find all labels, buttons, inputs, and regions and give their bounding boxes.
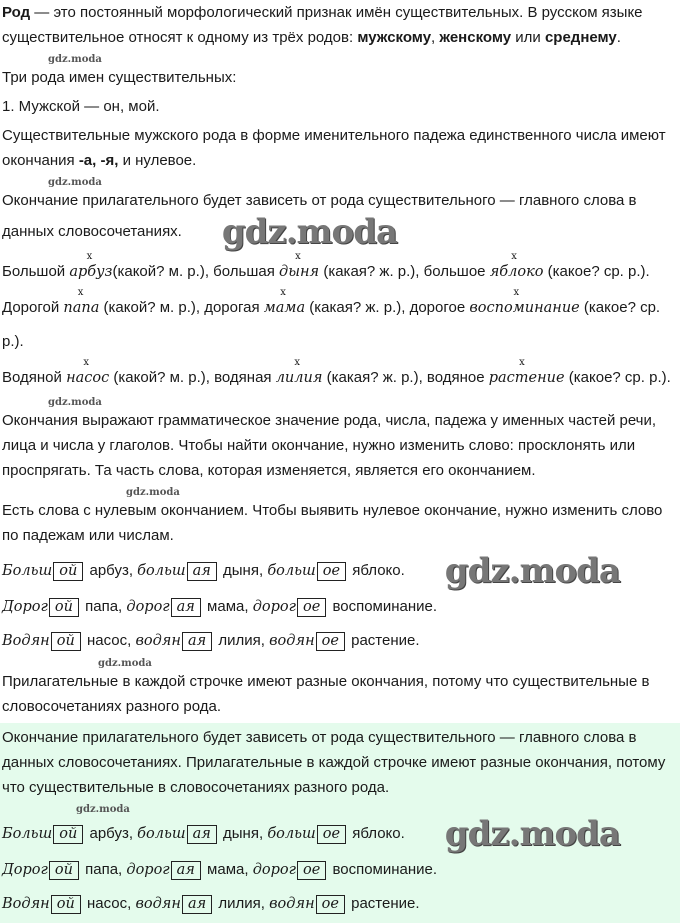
noun <box>469 287 580 317</box>
noun <box>275 357 323 387</box>
stem: водян <box>135 633 181 649</box>
text: яблоко. <box>348 824 405 842</box>
text: лилия, <box>214 632 270 649</box>
stress-mark: x <box>280 287 286 298</box>
example-row <box>2 552 678 590</box>
text: , <box>431 29 440 46</box>
text: мужскому <box>357 29 432 46</box>
endings-paragraph <box>2 123 678 173</box>
ending-box: ая <box>182 632 212 651</box>
stem: водян <box>269 633 315 649</box>
stem: Больш <box>2 825 53 842</box>
ending-box: ой <box>53 825 83 844</box>
text: (какое? ср. р.). <box>564 369 671 386</box>
ending-box: ое <box>317 825 346 844</box>
text: яблоко. <box>348 561 405 579</box>
watermark: gdz.moda <box>48 397 102 408</box>
stem: Дорог <box>2 599 48 615</box>
watermark: gdz.moda <box>444 551 620 591</box>
ending-box: ой <box>51 895 81 914</box>
ending-box: ая <box>187 825 217 844</box>
watermark: gdz.moda <box>126 487 180 498</box>
text: арбуз, <box>85 561 138 579</box>
text: лилия, <box>214 895 270 912</box>
ending-box: ой <box>49 861 79 880</box>
example-row <box>2 624 678 658</box>
watermark: gdz.moda <box>48 54 102 65</box>
ending-box: ое <box>297 861 326 880</box>
masculine: 1. Мужской — он, мой. <box>2 98 160 115</box>
conclusion: Прилагательные в каждой строчке имеют разные окончания, потому что существительные в словосочетаниях разного рода. <box>2 673 650 715</box>
answer-highlight <box>0 723 680 923</box>
stem: Водян <box>2 896 50 912</box>
stem: больш <box>137 562 186 579</box>
example-row <box>2 887 678 921</box>
text: (какой? м. р.), дорогая <box>99 299 264 316</box>
text: (какая? ж. р.), большое <box>319 263 490 280</box>
noun <box>69 251 113 281</box>
phrase-row <box>2 287 678 359</box>
text: (какой? м. р.), большая <box>112 263 279 280</box>
text: арбуз, <box>85 824 138 842</box>
ending-box: ой <box>51 632 81 651</box>
text: мама <box>263 300 306 316</box>
text: Окончание прилагательного будет зависеть от рода существительного — главного слова в данных словосочетаниях. <box>2 192 637 240</box>
text: дыня <box>279 264 320 280</box>
stress-mark: x <box>511 251 517 262</box>
text: растение <box>488 370 565 386</box>
answer-text: Окончание прилагательного будет зависеть от рода существительного — главного слова в данных словосочетаниях. Прилагательные в каждой строчке имеют разные окончания, потому что существительные в словосочетаниях разного рода. <box>2 729 666 796</box>
text: (какой? м. р.), водяная <box>109 369 276 386</box>
stress-mark: x <box>77 287 84 298</box>
text: (какое? ср. р.). <box>2 299 661 350</box>
ending-box: ой <box>49 598 79 617</box>
stem: больш <box>137 825 186 842</box>
text: насос <box>66 370 110 386</box>
ending-box: ой <box>53 562 83 581</box>
text: растение. <box>346 895 420 912</box>
stem: дорог <box>252 599 296 615</box>
text: папа, <box>80 861 127 878</box>
stem: Дорог <box>2 862 48 878</box>
ending-box: ое <box>316 895 345 914</box>
text: Водяной <box>2 369 67 386</box>
text: Существительные мужского рода в форме именительного падежа единственного числа имеют окончания <box>2 127 666 169</box>
text: яблоко <box>489 264 544 280</box>
noun <box>489 251 544 281</box>
examples-2 <box>2 815 678 921</box>
stem: водян <box>135 896 181 912</box>
ending-box: ая <box>182 895 212 914</box>
text: и нулевое. <box>118 152 197 169</box>
text: мама, <box>202 598 253 615</box>
text: папа, <box>80 598 127 615</box>
text: воспоминание <box>469 300 580 316</box>
text: папа <box>63 300 100 316</box>
zero-ending: Есть слова с нулевым окончанием. Чтобы выявить нулевое окончание, нужно изменить слово по падежам или числам. <box>2 502 663 544</box>
text: (какая? ж. р.), дорогое <box>305 299 470 316</box>
watermark: gdz.moda <box>444 814 620 854</box>
ending-box: ая <box>171 598 201 617</box>
text: . <box>616 29 621 46</box>
text: дыня, <box>218 561 268 579</box>
stress-mark: x <box>294 357 301 368</box>
example-row <box>2 590 678 624</box>
ending-box: ая <box>171 861 201 880</box>
text: насос, <box>82 895 136 912</box>
ending-box: ое <box>316 632 345 651</box>
phrase-row <box>2 357 678 395</box>
text: насос, <box>82 632 136 649</box>
adjective-dependency <box>2 188 678 251</box>
three-genders: Три рода имен существительных: <box>2 69 237 86</box>
watermark: gdz.moda <box>76 804 130 815</box>
stem: больш <box>267 562 316 579</box>
stem: больш <box>267 825 316 842</box>
stem: Водян <box>2 633 50 649</box>
stem: дорог <box>126 599 170 615</box>
stress-mark: x <box>295 251 301 262</box>
endings-explanation: Окончания выражают грамматическое значение рода, числа, падежа у именных частей речи, лица и числа у глаголов. Чтобы найти окончание, нужно изменить слово: просклонять или проспрягать. Та часть слова, которая изменяется, является его окончанием. <box>2 412 657 479</box>
text: воспоминание. <box>328 598 438 615</box>
ending-box: ое <box>317 562 346 581</box>
text: женскому <box>439 29 512 46</box>
text: или <box>511 29 545 46</box>
text: Дорогой <box>2 299 64 316</box>
text: (какая? ж. р.), водяное <box>322 369 489 386</box>
ending-box: ая <box>187 562 217 581</box>
text: лилия <box>275 370 323 386</box>
stem: дорог <box>126 862 170 878</box>
text: растение. <box>346 632 420 649</box>
stress-mark: x <box>86 251 93 262</box>
text: среднему <box>544 29 617 46</box>
intro-paragraph <box>2 0 678 50</box>
watermark: gdz.moda <box>48 177 102 188</box>
text: арбуз <box>69 264 113 280</box>
stem: Больш <box>2 562 53 579</box>
term: Род <box>2 4 31 21</box>
noun <box>279 251 320 281</box>
example-row <box>2 853 678 887</box>
phrase-row <box>2 251 678 289</box>
text: (какое? ср. р.). <box>543 263 650 280</box>
text: -а, -я, <box>78 152 119 169</box>
text: мама, <box>202 861 253 878</box>
watermark: gdz.moda <box>221 212 398 252</box>
noun <box>63 287 100 317</box>
stress-mark: x <box>519 357 525 368</box>
stress-mark: x <box>513 287 520 298</box>
ending-box: ое <box>297 598 326 617</box>
text: — это постоянный морфологический признак имён существительных. В русском языке существительное относят к одному из трёх родов: <box>2 4 643 46</box>
stem: дорог <box>252 862 296 878</box>
text: дыня, <box>218 824 268 842</box>
stem: водян <box>269 896 315 912</box>
stress-mark: x <box>83 357 89 368</box>
watermark: gdz.moda <box>98 658 152 669</box>
examples-1 <box>2 552 678 658</box>
text: Большой <box>2 263 70 280</box>
noun <box>488 357 565 387</box>
noun <box>66 357 110 387</box>
example-row <box>2 815 678 853</box>
noun <box>263 287 306 317</box>
text: воспоминание. <box>328 861 438 878</box>
